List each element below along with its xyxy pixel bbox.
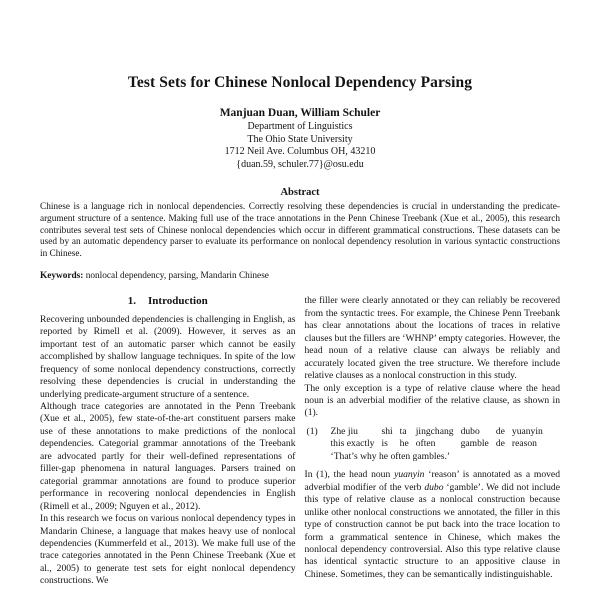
example-gloss-row <box>331 426 561 451</box>
gloss-translation: is <box>381 438 388 450</box>
italic-term: dubo <box>424 481 444 493</box>
affiliation-department: Department of Linguistics <box>247 121 353 132</box>
gloss-translation: reason <box>511 438 537 450</box>
gloss-translation: often <box>415 438 436 450</box>
gloss-source: dubo <box>460 425 480 437</box>
gloss-source: de <box>495 425 505 437</box>
gloss-translation: he <box>399 438 409 450</box>
italic-term: yuanyin <box>394 469 425 481</box>
text-segment: ‘gamble’. We did not include this type of relative clause as a nonlocal construction because unlike other nonlocal constructions we annotated, the filler in this type of construction cannot be put back into the trace location to form a grammatical sentence in Chinese, which makes the nonlocal dependency controversial. Also this type relative clause has identical syntactic structure to an appositive clause in Chinese. Sometimes, they can be semantically indistinguishable. <box>304 481 560 580</box>
abstract-heading: Abstract <box>280 187 320 199</box>
affiliation-university: The Ohio State University <box>247 133 353 145</box>
example-free-translation: ‘That’s why he often gambles.’ <box>330 450 451 462</box>
gloss-word <box>461 426 489 451</box>
gloss-source: jingchang <box>415 425 454 437</box>
example-number: (1) <box>306 425 318 437</box>
gloss-word <box>400 426 409 451</box>
gloss-word <box>331 426 375 451</box>
linguistic-example-1 <box>307 426 561 463</box>
affiliation-address: 1712 Neil Ave. Columbus OH, 43210 <box>224 146 376 158</box>
right-paragraph-2: The only exception is a type of relative clause where the head noun is an adverbial modifier of the relative clause, as shown in (1). <box>304 382 560 419</box>
keywords-line <box>40 271 560 281</box>
left-paragraph-2: Although trace categories are annotated in the Penn Treebank (Xue et al., 2005), few state-of-the-art constituent parsers make use of these annotations to make predictions of the nonlocal dependencies. Categorial grammar annotations of the Treebank are advocated partly for their well-defined representations of filler-gap phenomena in natural languages. Parsers trained on categorial grammar annotations are found to produce superior performance in recovering nonlocal dependencies in English (Rimell et al., 2009; Nguyen et al., 2012). <box>40 400 296 512</box>
text-segment: ‘reason’ is annotated as a moved adverbial modifier of the verb <box>304 469 560 493</box>
text-segment: In (1), the head noun <box>304 469 395 481</box>
gloss-word <box>416 426 454 451</box>
section-1-number: 1. <box>127 295 137 308</box>
section-1-heading <box>40 295 296 307</box>
abstract-text: Chinese is a language rich in nonlocal dependencies. Correctly resolving these dependencies is crucial in understanding the predicate-argument structure of a sentence. Making full use of the trace annotations in the Penn Chinese Treebank (Xue et al., 2005), this research contributes several test sets of Chinese nonlocal dependencies which occur in different grammatical constructions. These datasets can be used by an automatic dependency parser to evaluate its performance on nonlocal dependency resolution in various syntactic constructions in Chinese. <box>40 202 560 259</box>
right-column <box>305 295 561 587</box>
gloss-translation: gamble <box>460 438 489 450</box>
gloss-word <box>512 426 543 451</box>
paper-authors: Manjuan Duan, William Schuler <box>219 107 381 119</box>
gloss-word <box>496 426 505 451</box>
section-1-title: Introduction <box>148 295 208 308</box>
gloss-translation: this exactly <box>330 438 375 450</box>
gloss-source: Zhe jiu <box>330 425 358 437</box>
keywords-label: Keywords: <box>40 271 84 282</box>
gloss-source: yuanyin <box>511 425 543 437</box>
affiliation-email: {duan.59, schuler.77}@osu.edu <box>236 158 364 170</box>
left-paragraph-3: In this research we focus on various nonlocal dependency types in Mandarin Chinese, a language that makes heavy use of nonlocal dependencies (Kummerfeld et al., 2013). We make full use of the trace categories annotated in the Penn Chinese Treebank (Xue et al., 2005) to generate test sets for eight nonlocal dependency constructions. We <box>40 513 296 587</box>
gloss-source: ta <box>399 425 407 437</box>
keywords-text: nonlocal dependency, parsing, Mandarin Chinese <box>85 271 269 282</box>
gloss-word <box>381 426 392 451</box>
right-paragraph-3 <box>305 469 561 581</box>
affiliation-block <box>40 121 560 171</box>
gloss-source: shi <box>381 425 393 437</box>
paper-title: Test Sets for Chinese Nonlocal Dependency Parsing <box>127 74 473 91</box>
left-paragraph-1: Recovering unbounded dependencies is challenging in English, as reported by Rimell et al. (2009). However, it serves as an important test of an automatic parser which cannot be easily accomplished by shallow language techniques. In spite of the low frequency of some nonlocal dependency constructions, correctly resolving these dependencies is crucial in understanding the underlying predicate-argument structure of a sentence. <box>40 313 296 400</box>
example-body <box>331 426 561 463</box>
gloss-translation: de <box>495 438 505 450</box>
two-column-body <box>40 295 560 587</box>
left-column <box>40 295 296 587</box>
right-paragraph-1: the filler were clearly annotated or they can reliably be recovered from the syntactic trees. For example, the Chinese Penn Treebank has clear annotations about the locations of traces in relative clauses but the fillers are ‘WHNP’ empty categories. However, the head noun of a relative clause can always be reliably and accurately located given the tree structure. We therefore include relative clauses as a nonlocal construction in this study. <box>304 295 560 382</box>
